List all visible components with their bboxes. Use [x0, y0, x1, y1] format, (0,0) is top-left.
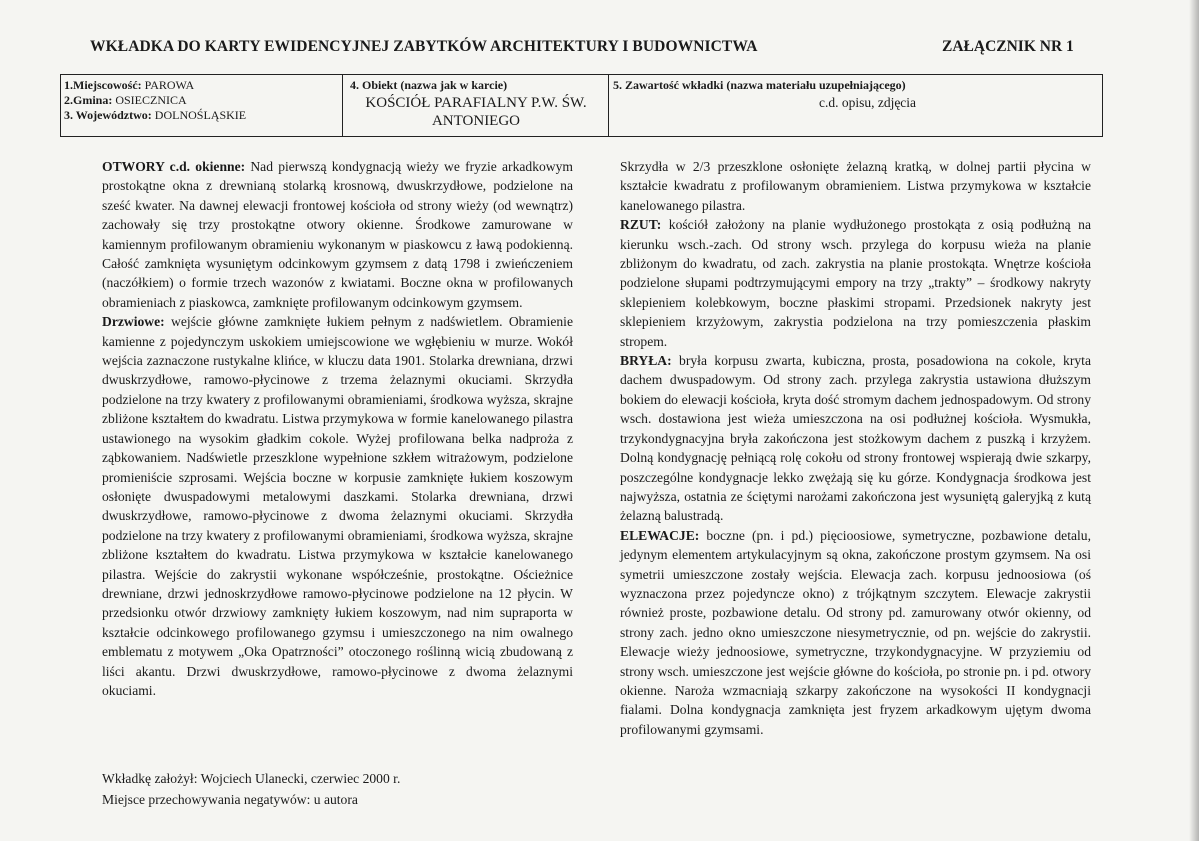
section-heading: ELEWACJE: — [620, 527, 700, 543]
commune-label: 2.Gmina: — [64, 93, 113, 107]
locality-label: 1.Miejscowość: — [64, 78, 142, 92]
paragraph-text: Nad pierwszą kondygnacją wieży we fryzie arkadkowym prostokątne okna z drewnianą stolarką krosnową, dwuskrzydłowe, podzielone na sześć kwater. Na dawnej elewacji frontowej kościoła od strony wieży (od wewnątrz) zachowały się trzy prostokątne otwory okienne. Środkowe zamurowane w kamiennym profilowanym obramieniu wykonanym w piaskowcu z ławą podokienną. Całość zamknięta wysuniętym odcinkowym gzymsem z datą 1798 i zwieńczeniem (naczółkiem) o formie trzech wazonów z kwiatami. Boczne okna w profilowanych obramieniach z piaskowca, zamknięte profilowanym odcinkowym gzymsem. — [102, 159, 573, 310]
object-name — [350, 94, 608, 130]
object-name-line1: KOŚCIÓŁ PARAFIALNY P.W. ŚW. — [365, 95, 587, 111]
paragraph — [102, 157, 573, 312]
content-cell — [609, 75, 1102, 136]
commune-value: OSIECZNICA — [115, 93, 187, 107]
object-name-line2: ANTONIEGO — [431, 113, 521, 129]
paragraph-text: bryła korpusu zwarta, kubiczna, prosta, posadowiona na cokole, kryta dachem dwuspadowym. Od strony zach. przylega zakrystia ustawiona dłuższym bokiem do elewacji kościoła, kryta dość stromym dachem jednospadowym. Od strony wsch. dostawiona jest wieża umieszczona na osi podłużnej kościoła. Wysmukła, trzykondygnacyjna bryła zakończona jest stożkowym dachem z puszką i krzyżem. Dolną kondygnację pełniącą rolę cokołu od strony frontowej wspierają dwie szkarpy, poszczególne kondygnacje lekko zwężają się ku górze. Kondygnacja środkowa jest najwyższa, ostatnia ze ściętymi narożami zakończona jest wysuniętą galeryjką z kutą żelazną balustradą. — [620, 353, 1091, 524]
paragraph — [620, 215, 1091, 351]
object-cell — [343, 75, 609, 136]
location-cell — [61, 75, 343, 136]
locality-line — [64, 78, 342, 93]
paragraph — [620, 157, 1091, 215]
voivodeship-line — [64, 108, 342, 123]
content-label: 5. Zawartość wkładki (nazwa materiału uzupełniającego) — [613, 78, 906, 92]
founder-note: Wkładkę założył: Wojciech Ulanecki, czerwiec 2000 r. — [102, 771, 401, 786]
negatives-note: Miejsce przechowywania negatywów: u autora — [102, 792, 358, 807]
section-heading: Drzwiowe: — [102, 314, 165, 330]
section-heading: RZUT: — [620, 217, 662, 233]
section-heading: OTWORY c.d. okienne: — [102, 159, 246, 174]
commune-line — [64, 93, 342, 108]
attachment-number: ZAŁĄCZNIK NR 1 — [942, 38, 1074, 55]
paragraph-text: kościół założony na planie wydłużonego prostokąta z osią podłużną na kierunku wsch.-zach. Od strony wsch. przylega do korpusu wieża na planie zbliżonym do kwadratu, od zach. zakrystia na planie prostokąta. Wnętrze kościoła podzielone słupami podtrzymującymi empory na trzy „trakty” – środkowy nakryty sklepieniem kolebkowym, boczne płaskimi stropami. Przedsionek nakryty jest sklepieniem krzyżowym, zakrystia podzielona na trzy pomieszczenia płaskim stropem. — [620, 217, 1091, 349]
scan-edge-shadow — [1189, 0, 1199, 841]
content-value: c.d. opisu, zdjęcia — [818, 95, 917, 110]
paragraph — [620, 351, 1091, 526]
voivodeship-label: 3. Województwo: — [64, 108, 152, 122]
paragraph-text: boczne (pn. i pd.) pięcioosiowe, symetryczne, pozbawione detalu, jedynym elementem artykulacyjnym są okna, zakończone prostym gzymsem. Na osi symetrii umieszczone zostały wejścia. Elewacja zach. korpusu jednoosiowa (oś wyznaczona przez pojedyncze okno) z trójkątnym szczytem. Elewacje zakrystii również proste, pozbawione detalu. Od strony pd. zamurowany otwór okienny, od strony zach. jedno okno umieszczone niesymetrycznie, od pn. wejście do zakrystii. Elewacje wieży jednoosiowe, symetryczne, trzykondygnacyjne. W przyziemiu od strony wsch. umieszczone jest wejście główne do kościoła, po stronie pn. i pd. otwory okienne. Naroża wzmacniają szkarpy zakończone na wysokości II kondygnacji fialami. Dolna kondygnacja zamknięta jest fryzem arkadkowym ujętym dwoma profilowanymi gzymsami. — [620, 527, 1091, 737]
section-heading: BRYŁA: — [620, 353, 672, 369]
paragraph — [620, 526, 1091, 739]
left-text-column — [102, 157, 573, 700]
locality-value: PAROWA — [144, 78, 195, 92]
footer — [102, 768, 400, 810]
paragraph-text: wejście główne zamknięte łukiem pełnym z nadświetlem. Obramienie kamienne z pojedynczym uskokiem umiejscowione we wgłębieniu w murze. Wokół wejścia zaznaczone rustykalne klińce, w kluczu data 1901. Stolarka drewniana, drzwi dwuskrzydłowe, ramowo-płycinowe z trzema żelaznymi okuciami. Skrzydła podzielone na trzy kwatery z profilowanymi obramieniami, środkowa wyższa, skrajne zbliżone kształtem do kwadratu. Listwa przymykowa w formie kanelowanego pilastra ustawionego na wysokim gładkim cokole. Wyżej profilowana belka nadproża z ząbkowaniem. Nadświetle przeszklone wypełnione szkłem witrażowym, podzielone promieniście szprosami. Wejścia boczne w korpusie zamknięte łukiem koszowym osłonięte dwuspadowymi metalowymi daszkami. Stolarka drewniana, drzwi dwuskrzydłowe, ramowo-płycinowe z dwoma żelaznymi okuciami. Skrzydła podzielone na trzy kwatery z profilowanymi obramieniami, środkowa wyższa, skrajne zbliżone kształtem do kwadratu. Listwa przymykowa w kształcie kanelowanego pilastra. Wejście do zakrystii wykonane współcześnie, prostokątne. Ościeżnice drewniane, drzwi jednoskrzydłowe ramowo-płycinowe podzielone na 12 płycin. W przedsionku otwór drzwiowy zamknięty łukiem koszowym, nad nim supraporta w kształcie odcinkowego profilowanego gzymsu i umieszczonego na nim owalnego emblematu z motywem „Oka Opatrzności” otoczonego roślinną wicią zbudowaną z liści akantu. Drzwi dwuskrzydłowe, ramowo-płycinowe z dwoma żelaznymi okuciami. — [102, 314, 573, 698]
paragraph-text: Skrzydła w 2/3 przeszklone osłonięte żelazną kratką, w dolnej partii płycina w kształcie kwadratu z profilowanym obramieniem. Listwa przymykowa w kształcie kanelowanego pilastra. — [620, 159, 1091, 213]
document-title: WKŁADKA DO KARTY EWIDENCYJNEJ ZABYTKÓW ARCHITEKTURY I BUDOWNICTWA — [90, 38, 758, 55]
paragraph — [102, 312, 573, 700]
right-text-column — [620, 157, 1091, 739]
voivodeship-value: DOLNOŚLĄSKIE — [154, 108, 247, 122]
info-table — [60, 74, 1103, 137]
object-label: 4. Obiekt (nazwa jak w karcie) — [350, 78, 508, 92]
